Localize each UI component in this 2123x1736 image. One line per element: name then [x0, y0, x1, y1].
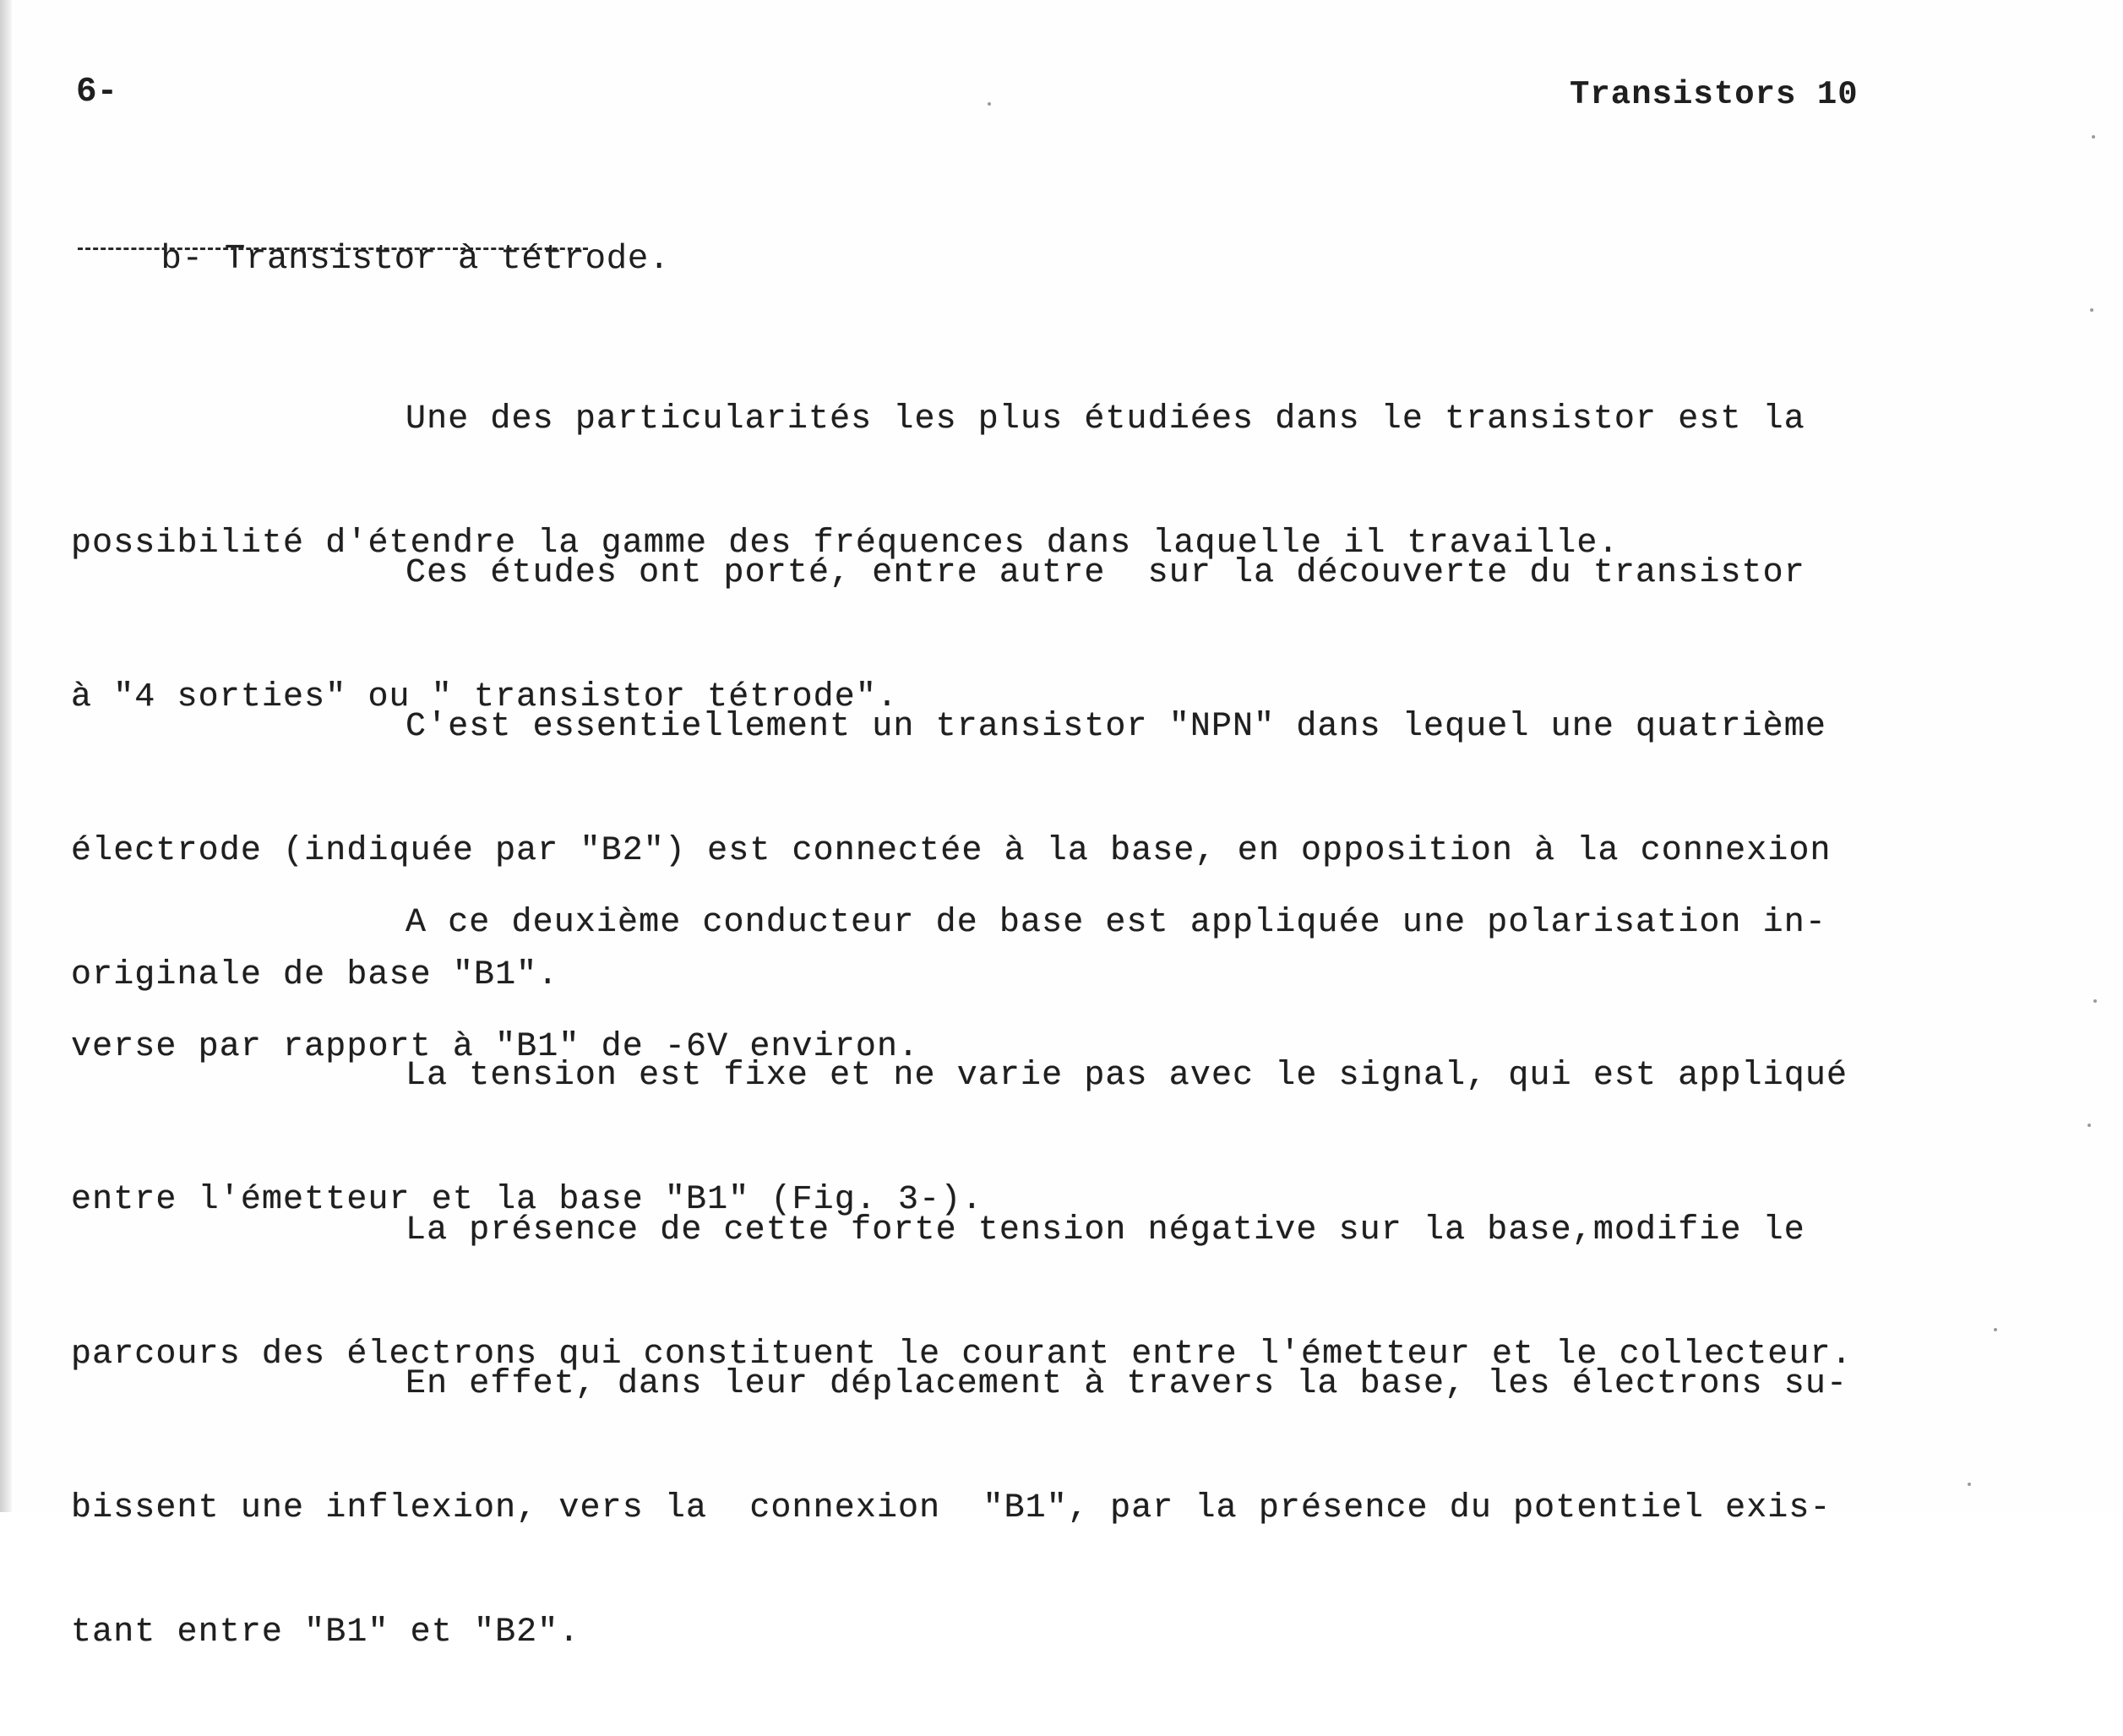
section-heading — [76, 201, 670, 318]
paragraph-line: Une des particularités les plus étudiées dans le transistor est la — [406, 400, 1805, 438]
paragraph-line: entre l'émetteur et la base "B1" (Fig. 3-). — [71, 1181, 983, 1219]
section-heading-text: b- Transistor à tétrode. — [161, 240, 670, 279]
paragraph-line: possibilité d'étendre la gamme des fréquences dans laquelle il travaille. — [71, 525, 1619, 563]
paragraph-line: En effet, dans leur déplacement à travers la base, les électrons su- — [406, 1365, 1848, 1403]
scan-speck — [2093, 999, 2097, 1003]
paragraph-line: Ces études ont porté, entre autre sur la découverte du transistor — [406, 554, 1805, 592]
scan-speck — [2088, 1124, 2091, 1127]
paragraph-line: La présence de cette forte tension négative sur la base,modifie le — [406, 1211, 1805, 1249]
heading-underline — [78, 248, 588, 250]
paragraph-line: La tension est fixe et ne varie pas avec le signal, qui est appliqué — [406, 1057, 1848, 1095]
running-title: Transistors 10 — [1570, 76, 1859, 113]
paragraph-line: originale de base "B1". — [71, 956, 559, 994]
scan-speck — [1994, 1328, 1997, 1331]
scan-speck — [2092, 135, 2095, 139]
paragraph-line: parcours des électrons qui constituent le courant entre l'émetteur et le collecteur. — [71, 1336, 1853, 1374]
scan-speck — [988, 102, 991, 106]
paragraph-7 — [71, 1281, 1955, 1736]
scan-speck — [2090, 308, 2093, 312]
scan-edge-shadow — [0, 0, 12, 1512]
paragraph-line: A ce deuxième conducteur de base est appliquée une polarisation in- — [406, 904, 1826, 942]
paragraph-line: C'est essentiellement un transistor "NPN" dans lequel une quatrième — [406, 708, 1826, 746]
page-number: 6- — [76, 73, 118, 112]
paragraph-line: verse par rapport à "B1" de -6V environ. — [71, 1028, 920, 1066]
paragraph-line: à "4 sorties" ou " transistor tétrode". — [71, 678, 899, 716]
paragraph-line: électrode (indiquée par "B2") est connectée à la base, en opposition à la connexion — [71, 832, 1832, 870]
paragraph-line: tant entre "B1" et "B2". — [71, 1614, 580, 1652]
scan-speck — [1968, 1483, 1971, 1486]
paragraph-line: bissent une inflexion, vers la connexion "B1", par la présence du potentiel exis- — [71, 1489, 1832, 1527]
